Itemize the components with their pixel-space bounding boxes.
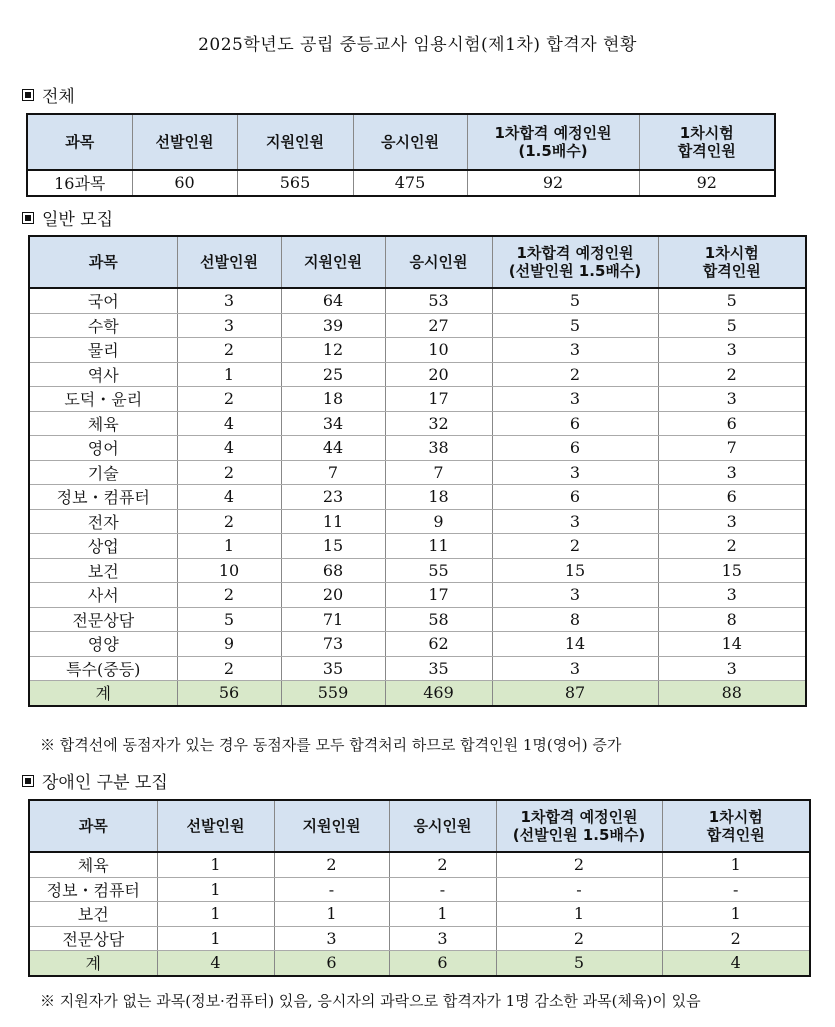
value-cell: 1 bbox=[496, 902, 662, 927]
column-header: 1차합격 예정인원 (선발인원 1.5배수) bbox=[496, 800, 662, 852]
value-cell: 3 bbox=[658, 338, 806, 363]
value-cell: 68 bbox=[281, 558, 385, 583]
value-cell: 3 bbox=[492, 509, 658, 534]
column-header: 1차시험 합격인원 bbox=[658, 236, 806, 288]
value-cell: 5 bbox=[177, 607, 281, 632]
value-cell: 1 bbox=[662, 852, 810, 877]
value-cell: 8 bbox=[492, 607, 658, 632]
subject-cell: 체육 bbox=[29, 411, 177, 436]
value-cell: 23 bbox=[281, 485, 385, 510]
value-cell: 3 bbox=[177, 288, 281, 313]
value-cell: 6 bbox=[492, 436, 658, 461]
value-cell: 3 bbox=[658, 460, 806, 485]
value-cell: 15 bbox=[281, 534, 385, 559]
value-cell: - bbox=[496, 877, 662, 902]
column-header: 선발인원 bbox=[177, 236, 281, 288]
value-cell: 17 bbox=[385, 583, 492, 608]
general-recruitment-table bbox=[28, 235, 807, 707]
value-cell: 15 bbox=[492, 558, 658, 583]
value-cell: 2 bbox=[177, 387, 281, 412]
value-cell: 1 bbox=[662, 902, 810, 927]
value-cell: 7 bbox=[385, 460, 492, 485]
subject-cell: 체육 bbox=[29, 852, 157, 877]
subject-cell: 전문상담 bbox=[29, 926, 157, 951]
filled-square-icon bbox=[22, 212, 34, 224]
value-cell: 5 bbox=[492, 288, 658, 313]
column-header: 응시인원 bbox=[389, 800, 496, 852]
column-header: 과목 bbox=[29, 800, 157, 852]
subject-cell: 사서 bbox=[29, 583, 177, 608]
value-cell: - bbox=[662, 877, 810, 902]
subject-cell: 역사 bbox=[29, 362, 177, 387]
column-header: 1차합격 예정인원 (1.5배수) bbox=[467, 114, 639, 170]
value-cell: 2 bbox=[496, 926, 662, 951]
value-cell: 71 bbox=[281, 607, 385, 632]
table-row bbox=[29, 460, 806, 485]
table-row bbox=[29, 607, 806, 632]
table-row bbox=[29, 632, 806, 657]
value-cell: 3 bbox=[658, 509, 806, 534]
section-label: 일반 모집 bbox=[42, 210, 114, 230]
table-row bbox=[29, 656, 806, 681]
value-cell: 3 bbox=[492, 460, 658, 485]
column-header: 선발인원 bbox=[157, 800, 274, 852]
value-cell: - bbox=[389, 877, 496, 902]
value-cell: 11 bbox=[385, 534, 492, 559]
section-heading-general bbox=[22, 205, 113, 230]
value-cell: 35 bbox=[385, 656, 492, 681]
value-cell: 1 bbox=[177, 534, 281, 559]
filled-square-icon bbox=[22, 89, 34, 101]
subject-cell: 정보・컴퓨터 bbox=[29, 877, 157, 902]
column-header: 과목 bbox=[27, 114, 132, 170]
value-cell: 3 bbox=[492, 583, 658, 608]
value-cell: 1 bbox=[157, 926, 274, 951]
table-row bbox=[29, 902, 810, 927]
value-cell: 62 bbox=[385, 632, 492, 657]
value-cell: 565 bbox=[237, 170, 353, 196]
column-header: 지원인원 bbox=[281, 236, 385, 288]
value-cell: 39 bbox=[281, 313, 385, 338]
value-cell: 44 bbox=[281, 436, 385, 461]
header-row bbox=[29, 236, 806, 288]
value-cell: 92 bbox=[639, 170, 775, 196]
table-row bbox=[29, 288, 806, 313]
total-row bbox=[29, 951, 810, 976]
subject-cell: 영양 bbox=[29, 632, 177, 657]
header-row bbox=[29, 800, 810, 852]
value-cell: 2 bbox=[496, 852, 662, 877]
value-cell: 20 bbox=[385, 362, 492, 387]
value-cell: 32 bbox=[385, 411, 492, 436]
value-cell: 53 bbox=[385, 288, 492, 313]
value-cell: 5 bbox=[492, 313, 658, 338]
subject-cell: 전문상담 bbox=[29, 607, 177, 632]
section-heading-overall bbox=[22, 82, 75, 107]
value-cell: 14 bbox=[492, 632, 658, 657]
value-cell: 9 bbox=[385, 509, 492, 534]
value-cell: 3 bbox=[389, 926, 496, 951]
table-row bbox=[29, 411, 806, 436]
total-row bbox=[29, 681, 806, 706]
value-cell: 475 bbox=[353, 170, 467, 196]
table-row bbox=[29, 534, 806, 559]
table-row bbox=[29, 852, 810, 877]
value-cell: 2 bbox=[177, 509, 281, 534]
subject-cell: 도덕・윤리 bbox=[29, 387, 177, 412]
column-header: 지원인원 bbox=[274, 800, 389, 852]
value-cell: 2 bbox=[177, 460, 281, 485]
subject-cell: 영어 bbox=[29, 436, 177, 461]
value-cell: 1 bbox=[157, 852, 274, 877]
total-value-cell: 5 bbox=[496, 951, 662, 976]
value-cell: 73 bbox=[281, 632, 385, 657]
table-row bbox=[29, 387, 806, 412]
value-cell: 2 bbox=[177, 656, 281, 681]
value-cell: 38 bbox=[385, 436, 492, 461]
value-cell: 2 bbox=[274, 852, 389, 877]
value-cell: - bbox=[274, 877, 389, 902]
total-label-cell: 계 bbox=[29, 681, 177, 706]
subject-cell: 상업 bbox=[29, 534, 177, 559]
value-cell: 14 bbox=[658, 632, 806, 657]
total-label-cell: 계 bbox=[29, 951, 157, 976]
value-cell: 64 bbox=[281, 288, 385, 313]
value-cell: 5 bbox=[658, 288, 806, 313]
table-row bbox=[29, 313, 806, 338]
value-cell: 27 bbox=[385, 313, 492, 338]
total-value-cell: 559 bbox=[281, 681, 385, 706]
value-cell: 58 bbox=[385, 607, 492, 632]
column-header: 선발인원 bbox=[132, 114, 237, 170]
subject-cell: 기술 bbox=[29, 460, 177, 485]
table-row bbox=[29, 436, 806, 461]
value-cell: 34 bbox=[281, 411, 385, 436]
value-cell: 6 bbox=[492, 485, 658, 510]
column-header: 응시인원 bbox=[353, 114, 467, 170]
value-cell: 3 bbox=[492, 338, 658, 363]
value-cell: 6 bbox=[658, 411, 806, 436]
value-cell: 2 bbox=[177, 583, 281, 608]
subject-cell: 수학 bbox=[29, 313, 177, 338]
table-row bbox=[29, 583, 806, 608]
subject-cell: 보건 bbox=[29, 902, 157, 927]
value-cell: 60 bbox=[132, 170, 237, 196]
value-cell: 3 bbox=[658, 387, 806, 412]
value-cell: 25 bbox=[281, 362, 385, 387]
value-cell: 15 bbox=[658, 558, 806, 583]
value-cell: 2 bbox=[492, 362, 658, 387]
value-cell: 4 bbox=[177, 411, 281, 436]
value-cell: 3 bbox=[658, 583, 806, 608]
value-cell: 35 bbox=[281, 656, 385, 681]
value-cell: 11 bbox=[281, 509, 385, 534]
table-row bbox=[27, 170, 775, 196]
value-cell: 1 bbox=[157, 902, 274, 927]
value-cell: 7 bbox=[281, 460, 385, 485]
table-row bbox=[29, 338, 806, 363]
value-cell: 18 bbox=[385, 485, 492, 510]
value-cell: 6 bbox=[658, 485, 806, 510]
section-label: 장애인 구분 모집 bbox=[42, 773, 168, 793]
value-cell: 8 bbox=[658, 607, 806, 632]
disabled-recruitment-table bbox=[28, 799, 811, 977]
column-header: 1차시험 합격인원 bbox=[662, 800, 810, 852]
table-row bbox=[29, 362, 806, 387]
general-footnote: ※ 합격선에 동점자가 있는 경우 동점자를 모두 합격처리 하므로 합격인원 1명(영어) 증가 bbox=[40, 736, 622, 754]
value-cell: 12 bbox=[281, 338, 385, 363]
filled-square-icon bbox=[22, 775, 34, 787]
total-value-cell: 6 bbox=[389, 951, 496, 976]
overall-table bbox=[26, 113, 776, 197]
value-cell: 1 bbox=[157, 877, 274, 902]
subject-cell: 특수(중등) bbox=[29, 656, 177, 681]
total-value-cell: 88 bbox=[658, 681, 806, 706]
section-label: 전체 bbox=[42, 87, 75, 107]
total-value-cell: 4 bbox=[157, 951, 274, 976]
column-header: 지원인원 bbox=[237, 114, 353, 170]
value-cell: 2 bbox=[492, 534, 658, 559]
value-cell: 18 bbox=[281, 387, 385, 412]
table-row bbox=[29, 509, 806, 534]
column-header: 응시인원 bbox=[385, 236, 492, 288]
total-value-cell: 87 bbox=[492, 681, 658, 706]
total-value-cell: 469 bbox=[385, 681, 492, 706]
column-header: 1차합격 예정인원 (선발인원 1.5배수) bbox=[492, 236, 658, 288]
value-cell: 1 bbox=[177, 362, 281, 387]
value-cell: 17 bbox=[385, 387, 492, 412]
value-cell: 3 bbox=[658, 656, 806, 681]
value-cell: 3 bbox=[492, 656, 658, 681]
value-cell: 92 bbox=[467, 170, 639, 196]
subject-cell: 정보・컴퓨터 bbox=[29, 485, 177, 510]
value-cell: 1 bbox=[389, 902, 496, 927]
subject-cell: 국어 bbox=[29, 288, 177, 313]
column-header: 과목 bbox=[29, 236, 177, 288]
value-cell: 4 bbox=[177, 436, 281, 461]
value-cell: 1 bbox=[274, 902, 389, 927]
value-cell: 3 bbox=[177, 313, 281, 338]
value-cell: 5 bbox=[658, 313, 806, 338]
value-cell: 2 bbox=[658, 534, 806, 559]
value-cell: 7 bbox=[658, 436, 806, 461]
value-cell: 2 bbox=[658, 362, 806, 387]
value-cell: 2 bbox=[662, 926, 810, 951]
table-row bbox=[29, 877, 810, 902]
value-cell: 55 bbox=[385, 558, 492, 583]
value-cell: 9 bbox=[177, 632, 281, 657]
value-cell: 3 bbox=[492, 387, 658, 412]
section-heading-disabled bbox=[22, 768, 168, 793]
subject-cell: 물리 bbox=[29, 338, 177, 363]
total-value-cell: 4 bbox=[662, 951, 810, 976]
total-value-cell: 6 bbox=[274, 951, 389, 976]
value-cell: 10 bbox=[385, 338, 492, 363]
value-cell: 4 bbox=[177, 485, 281, 510]
header-row bbox=[27, 114, 775, 170]
value-cell: 3 bbox=[274, 926, 389, 951]
subject-cell: 전자 bbox=[29, 509, 177, 534]
disabled-footnote: ※ 지원자가 없는 과목(정보·컴퓨터) 있음, 응시자의 과락으로 합격자가 1명 감소한 과목(체육)이 있음 bbox=[40, 992, 701, 1010]
value-cell: 6 bbox=[492, 411, 658, 436]
page-title: 2025학년도 공립 중등교사 임용시험(제1차) 합격자 현황 bbox=[198, 35, 637, 55]
table-row bbox=[29, 558, 806, 583]
column-header: 1차시험 합격인원 bbox=[639, 114, 775, 170]
subject-cell: 16과목 bbox=[27, 170, 132, 196]
total-value-cell: 56 bbox=[177, 681, 281, 706]
value-cell: 2 bbox=[177, 338, 281, 363]
value-cell: 2 bbox=[389, 852, 496, 877]
value-cell: 20 bbox=[281, 583, 385, 608]
value-cell: 10 bbox=[177, 558, 281, 583]
subject-cell: 보건 bbox=[29, 558, 177, 583]
table-row bbox=[29, 485, 806, 510]
table-row bbox=[29, 926, 810, 951]
